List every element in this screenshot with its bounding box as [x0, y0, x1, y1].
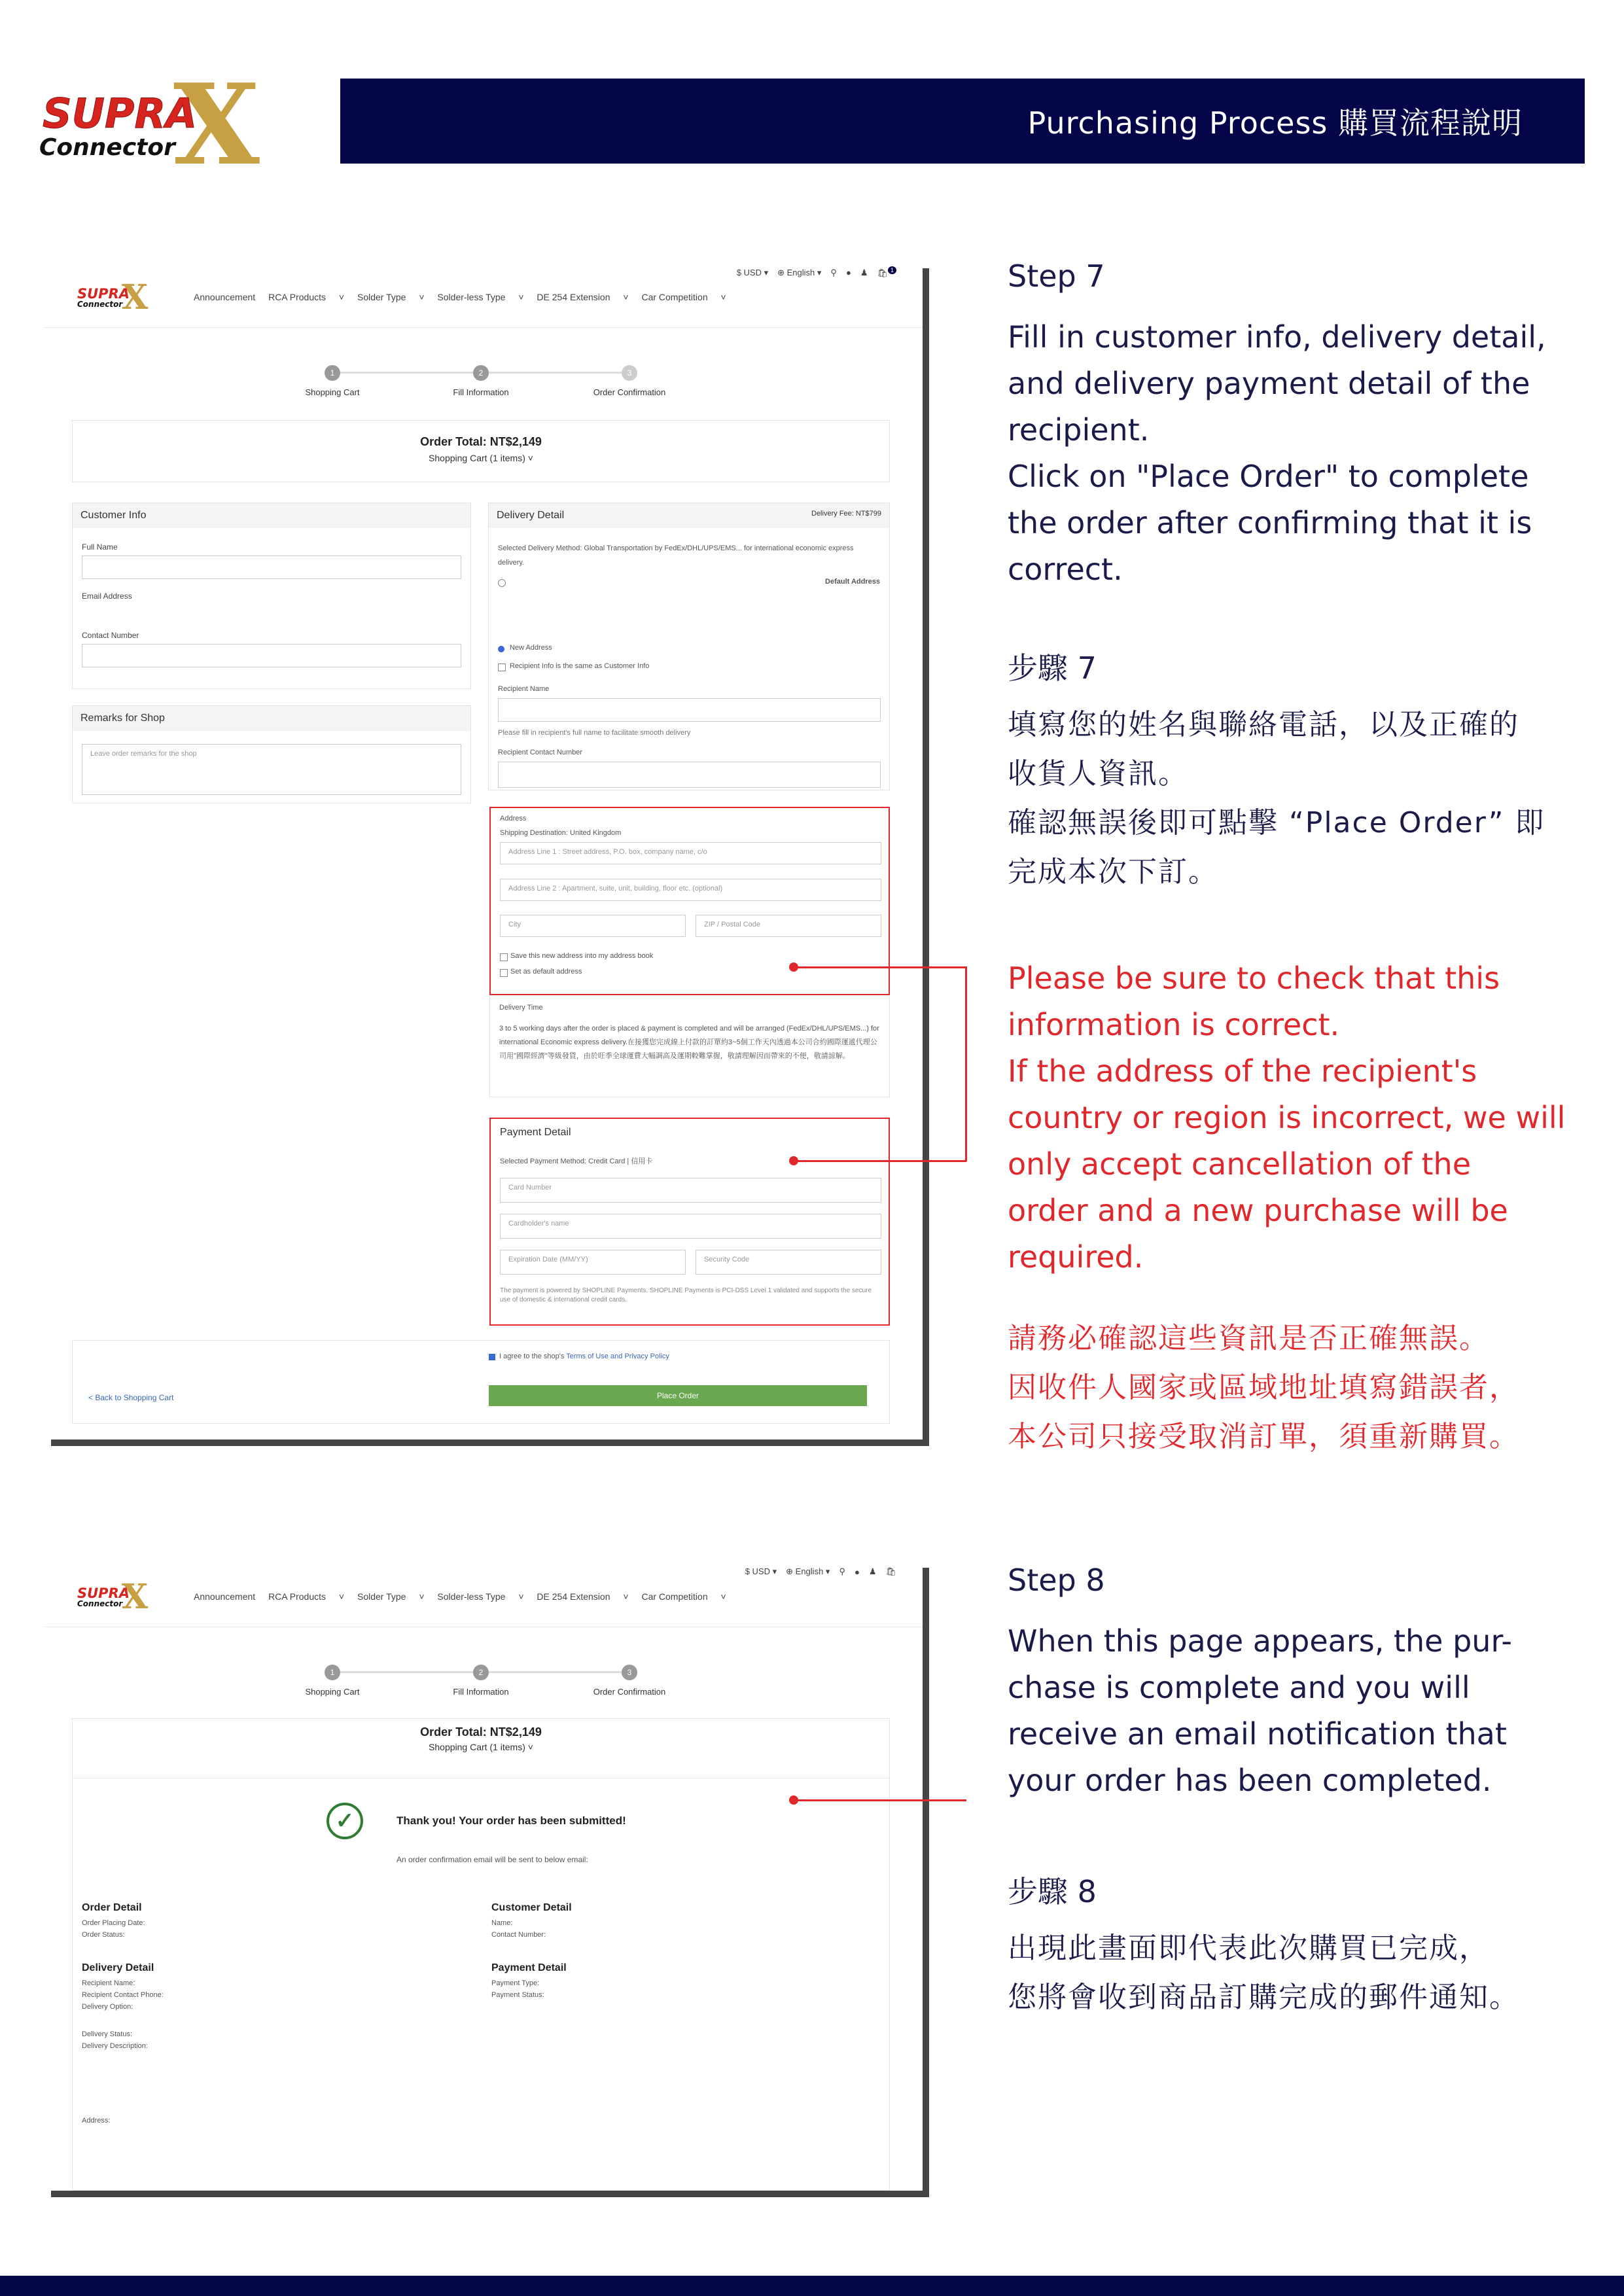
cart-summary-toggle[interactable]: Shopping Cart (1 items) ˅	[429, 1742, 533, 1752]
currency-selector[interactable]: $ USD ▾	[736, 267, 769, 277]
nav-logo[interactable]	[76, 1580, 161, 1612]
customer-detail-title: Customer Detail	[491, 1902, 572, 1913]
footer-bar	[0, 2276, 1624, 2296]
place-order-panel	[72, 1340, 890, 1424]
set-default-label: Set as default address	[510, 968, 582, 976]
delivery-status: Delivery Status:	[82, 2030, 133, 2038]
svg-text:X: X	[122, 1580, 149, 1612]
step7-heading: Step 7	[1008, 258, 1105, 294]
menu-item-de254-extension[interactable]: DE 254 Extension ˅	[537, 1591, 629, 1602]
nav-divider	[44, 327, 923, 328]
main-menu	[194, 1591, 737, 1602]
full-name-label: Full Name	[82, 542, 118, 552]
user-icon[interactable]: ♟	[868, 1566, 877, 1576]
customer-info-title: Customer Info	[73, 503, 470, 528]
nav-utility-bar	[737, 267, 896, 278]
order-total-box	[72, 420, 890, 482]
delivery-time-title: Delivery Time	[499, 1004, 543, 1012]
user-icon[interactable]: ♟	[860, 267, 868, 277]
payment-detail-section	[489, 1118, 890, 1326]
zip-input[interactable]: ZIP / Postal Code	[696, 915, 881, 937]
menu-item-solderless-type[interactable]: Solder-less Type ˅	[437, 1591, 524, 1602]
order-total: Order Total: NT$2,149	[420, 435, 542, 448]
save-address-label: Save this new address into my address book	[510, 952, 654, 960]
recipient-name-hint: Please fill in recipient's full name to facilitate smooth delivery	[498, 729, 691, 737]
nav-logo[interactable]	[76, 280, 161, 313]
logo-graphic	[36, 75, 298, 173]
recipient-phone: Recipient Contact Phone:	[82, 1991, 164, 1999]
svg-text:X: X	[122, 280, 149, 313]
contact-number-label: Contact Number	[82, 631, 139, 640]
delivery-option: Delivery Option:	[82, 2003, 133, 2011]
agree-checkbox[interactable]	[489, 1354, 495, 1360]
expiration-date-input[interactable]: Expiration Date (MM/YY)	[500, 1250, 686, 1275]
language-selector[interactable]: ⊕ English ▾	[777, 267, 822, 277]
search-icon[interactable]: ⚲	[839, 1566, 845, 1576]
step8-heading: Step 8	[1008, 1563, 1105, 1598]
same-as-customer-label: Recipient Info is the same as Customer Info	[510, 662, 650, 670]
menu-item-solder-type[interactable]: Solder Type ˅	[357, 292, 425, 302]
customer-name: Name:	[491, 1919, 513, 1927]
recipient-name-input[interactable]	[498, 698, 881, 722]
step7-warning-en: Please be sure to check that this information is correct. If the address of the recipient's country or region is incorrect, we will only accept cancellation of the order and a new purchase will be required.	[1008, 961, 1566, 1275]
svg-text:SUPRA: SUPRA	[77, 1585, 130, 1601]
checkout-progress	[44, 360, 923, 399]
new-address-radio[interactable]	[498, 646, 504, 652]
checkout-screenshot	[44, 262, 923, 1439]
connector-line-vertical	[965, 966, 967, 1161]
cardholder-name-input[interactable]: Cardholder's name	[500, 1214, 881, 1239]
confirmation-screenshot	[44, 1561, 923, 2191]
step-3-dot: 3	[622, 365, 637, 381]
customer-info-panel	[72, 503, 471, 689]
city-input[interactable]: City	[500, 915, 686, 937]
step-1-label: Shopping Cart	[305, 1687, 360, 1697]
full-name-input[interactable]	[82, 556, 461, 579]
step-3-label: Order Confirmation	[593, 387, 666, 397]
nav-logo-graphic	[76, 280, 161, 313]
chat-icon[interactable]: ●	[845, 268, 851, 278]
order-total: Order Total: NT$2,149	[420, 1725, 542, 1739]
step-1-label: Shopping Cart	[305, 387, 360, 397]
recipient-name: Recipient Name:	[82, 1979, 135, 1987]
cart-count-badge: 1	[888, 266, 896, 274]
menu-item-solder-type[interactable]: Solder Type ˅	[357, 1591, 425, 1602]
success-check-icon: ✓	[327, 1803, 363, 1839]
menu-item-announcement[interactable]: Announcement	[194, 1591, 256, 1602]
contact-number-input[interactable]	[82, 644, 461, 667]
agree-text: I agree to the shop's Terms of Use and Privacy Policy	[499, 1352, 669, 1360]
connector-line-payment	[793, 1160, 966, 1162]
remarks-panel	[72, 705, 471, 804]
step8-instructions-en: When this page appears, the pur- chase is complete and you will receive an email notification that your order has been completed.	[1008, 1623, 1513, 1798]
step7-instructions-zh: 填寫您的姓名與聯絡電話，以及正確的 收貨人資訊。 確認無誤後即可點擊 “Place Order” 即 完成本次下訂。	[1008, 708, 1545, 889]
payment-detail-title: Payment Detail	[500, 1127, 571, 1138]
remarks-textarea[interactable]: Leave order remarks for the shop	[82, 744, 461, 795]
step-1-dot: 1	[325, 1665, 340, 1680]
order-placing-date: Order Placing Date:	[82, 1919, 145, 1927]
step8-heading-zh: 步驟 8	[1008, 1874, 1097, 1909]
menu-item-rca-products[interactable]: RCA Products ˅	[268, 1591, 345, 1602]
logo-supra-text: SUPRA	[43, 90, 198, 137]
customer-contact: Contact Number:	[491, 1931, 546, 1939]
same-as-customer-checkbox[interactable]	[498, 663, 506, 671]
page-title-banner	[340, 79, 1585, 164]
place-order-button[interactable]: Place Order	[489, 1385, 867, 1406]
confirmation-panel	[72, 1718, 890, 2191]
menu-item-announcement[interactable]: Announcement	[194, 292, 256, 302]
remarks-title: Remarks for Shop	[73, 706, 470, 731]
shipping-destination: Shipping Destination: United Kingdom	[500, 829, 622, 837]
email-label: Email Address	[82, 592, 132, 601]
currency-selector[interactable]: $ USD ▾	[745, 1566, 777, 1576]
step7-heading-zh: 步驟 7	[1008, 650, 1097, 686]
main-menu	[194, 292, 737, 302]
svg-text:Connector: Connector	[77, 1599, 123, 1608]
step8-instructions-zh: 出現此畫面即代表此次購買已完成， 您將會收到商品訂購完成的郵件通知。	[1008, 1932, 1519, 2014]
set-default-checkbox[interactable]	[500, 969, 508, 977]
search-icon[interactable]: ⚲	[830, 267, 837, 277]
chat-icon[interactable]: ●	[854, 1566, 860, 1577]
connector-line-confirmation	[793, 1799, 966, 1801]
delivery-address: Address:	[82, 2117, 111, 2125]
delivery-detail-header	[489, 503, 889, 528]
delivery-detail-panel	[488, 503, 890, 790]
step-3-label: Order Confirmation	[593, 1687, 666, 1697]
supra-connector-logo	[36, 75, 298, 173]
logo-x-letter: X	[173, 75, 260, 173]
recipient-contact-label: Recipient Contact Number	[498, 749, 583, 756]
checkout-progress	[44, 1659, 923, 1699]
connector-line-address	[793, 966, 966, 968]
menu-item-solderless-type[interactable]: Solder-less Type ˅	[437, 292, 524, 302]
nav-utility-bar	[745, 1566, 896, 1577]
step-2-dot: 2	[473, 1665, 489, 1680]
delivery-detail-title: Delivery Detail	[82, 1962, 154, 1973]
cart-icon[interactable]: 🛍	[885, 1566, 896, 1576]
order-status: Order Status:	[82, 1931, 125, 1939]
menu-item-car-competition[interactable]: Car Competition ˅	[641, 1591, 726, 1602]
recipient-contact-input[interactable]	[498, 762, 881, 788]
step-1-dot: 1	[325, 365, 340, 381]
cart-summary-toggle[interactable]: Shopping Cart (1 items) ˅	[429, 453, 533, 463]
delivery-description: Delivery Description:	[82, 2042, 148, 2050]
cart-icon[interactable]: 🛍 $^1$	[877, 267, 896, 278]
step-2-label: Fill Information	[453, 387, 509, 397]
delivery-detail-title: Delivery Detail	[497, 510, 565, 521]
order-total-block	[73, 1719, 889, 1752]
thank-you-message: Thank you! Your order has been submitted!	[397, 1814, 626, 1827]
step-2-dot: 2	[473, 365, 489, 381]
delivery-time-text: 3 to 5 working days after the order is placed & payment is completed and will be arranged (FedEx/DHL/UPS/EMS...) for international Economic express delivery.在接獲您完成線上付款的訂單約3~5個工作天內透過本公司合約國際運遞代理公司用"國際經濟"等級發貨，由於旺季全球運費大幅調高及運期較難掌握，敬請理解因而帶來的不便，敬請諒解。	[499, 1025, 879, 1060]
back-to-cart-link[interactable]: < Back to Shopping Cart	[88, 1393, 174, 1402]
recipient-name-label: Recipient Name	[498, 685, 550, 693]
connector-dot-confirmation	[789, 1795, 798, 1805]
address-line2-input[interactable]: Address Line 2 : Apartment, suite, unit, building, floor etc. (optional)	[500, 879, 881, 901]
security-code-input[interactable]: Security Code	[696, 1250, 881, 1275]
menu-item-de254-extension[interactable]: DE 254 Extension ˅	[537, 292, 629, 302]
menu-item-car-competition[interactable]: Car Competition ˅	[641, 292, 726, 302]
payment-security-note: The payment is powered by SHOPLINE Payments. SHOPLINE Payments is PCI-DSS Level 1 validated and supports the secure use of domestic & international credit cards.	[500, 1287, 872, 1303]
order-detail-title: Order Detail	[82, 1902, 142, 1913]
card-number-input[interactable]: Card Number	[500, 1178, 881, 1203]
connector-dot-address	[789, 963, 798, 972]
delivery-time-panel	[489, 996, 890, 1097]
logo-connector-text: Connector	[39, 134, 175, 161]
default-address-radio[interactable]	[498, 579, 506, 587]
address-line1-input[interactable]: Address Line 1 : Street address, P.O. box, company name, c/o	[500, 842, 881, 864]
payment-method-text: Selected Payment Method: Credit Card | 信用卡	[500, 1157, 653, 1165]
email-notice: An order confirmation email will be sent to below email:	[397, 1855, 588, 1864]
new-address-label: New Address	[510, 644, 552, 652]
nav-logo-graphic	[76, 1580, 161, 1612]
step7-warning-zh: 請務必確認這些資訊是否正確無誤。 因收件人國家或區域地址填寫錯誤者， 本公司只接受取消訂單，須重新購買。	[1008, 1322, 1519, 1453]
default-address-label: Default Address	[825, 578, 880, 586]
payment-type: Payment Type:	[491, 1979, 540, 1987]
payment-status: Payment Status:	[491, 1991, 544, 1999]
svg-text:Connector: Connector	[77, 300, 123, 309]
step-3-dot: 3	[622, 1665, 637, 1680]
language-selector[interactable]: ⊕ English ▾	[786, 1566, 830, 1576]
step-2-label: Fill Information	[453, 1687, 509, 1697]
delivery-method-text: Selected Delivery Method: Global Transportation by FedEx/DHL/UPS/EMS... for international economic express delivery.	[498, 544, 854, 567]
page-title: Purchasing Process 購買流程說明	[1027, 105, 1523, 141]
connector-dot-payment	[789, 1156, 798, 1165]
terms-link[interactable]: Terms of Use and Privacy Policy	[566, 1352, 669, 1360]
menu-item-rca-products[interactable]: RCA Products ˅	[268, 292, 345, 302]
svg-text:SUPRA: SUPRA	[77, 286, 130, 302]
delivery-fee: Delivery Fee: NT$799	[811, 510, 881, 518]
step7-instructions-en: Fill in customer info, delivery detail, and delivery payment detail of the recipient. Click on "Place Order" to complete the order after confirming that it is correct.	[1008, 319, 1546, 587]
payment-detail-title: Payment Detail	[491, 1962, 567, 1973]
address-title: Address	[500, 815, 527, 822]
save-address-checkbox[interactable]	[500, 953, 508, 961]
